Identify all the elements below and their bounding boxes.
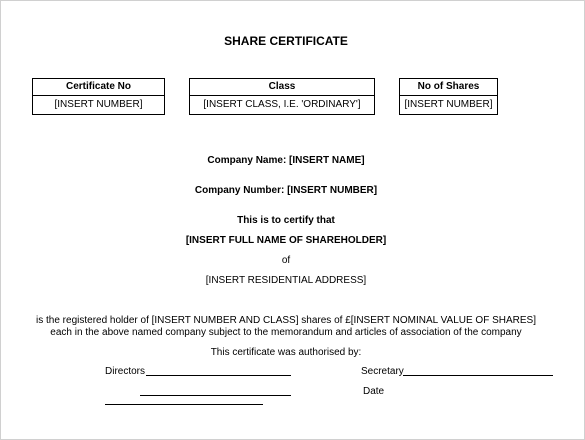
class-box bbox=[189, 78, 375, 115]
company-number: Company Number: [INSERT NUMBER] bbox=[194, 185, 378, 196]
no-of-shares-box bbox=[399, 78, 498, 115]
holder-statement-line1: is the registered holder of [INSERT NUMBER AND CLASS] shares of £[INSERT NOMINAL VALUE OF SHARES] bbox=[36, 315, 536, 326]
date-label: Date bbox=[363, 386, 385, 397]
company-name: Company Name: [INSERT NAME] bbox=[207, 155, 365, 166]
no-of-shares-value: [INSERT NUMBER] bbox=[404, 99, 493, 110]
holder-statement-line2: each in the above named company subject to the memorandum and articles of association of the company bbox=[50, 327, 522, 338]
certify-statement: This is to certify that bbox=[237, 215, 335, 226]
document-title: SHARE CERTIFICATE bbox=[224, 34, 348, 48]
directors-label: Directors bbox=[105, 366, 146, 377]
no-of-shares-header: No of Shares bbox=[400, 79, 497, 96]
authorised-by: This certificate was authorised by: bbox=[210, 347, 362, 358]
second-director-signature-line bbox=[140, 395, 291, 396]
secretary-label: Secretary bbox=[361, 366, 404, 377]
residential-address: [INSERT RESIDENTIAL ADDRESS] bbox=[205, 275, 367, 286]
third-signature-line bbox=[105, 404, 263, 405]
shareholder-name: [INSERT FULL NAME OF SHAREHOLDER] bbox=[185, 235, 387, 246]
class-header: Class bbox=[190, 79, 374, 96]
certificate-no-box bbox=[32, 78, 165, 115]
of-text: of bbox=[281, 255, 291, 266]
secretary-signature-line bbox=[403, 375, 553, 376]
class-value: [INSERT CLASS, I.E. 'ORDINARY'] bbox=[203, 99, 361, 110]
certificate-no-header: Certificate No bbox=[33, 79, 164, 96]
certificate-no-value: [INSERT NUMBER] bbox=[54, 99, 143, 110]
directors-signature-line bbox=[146, 375, 291, 376]
